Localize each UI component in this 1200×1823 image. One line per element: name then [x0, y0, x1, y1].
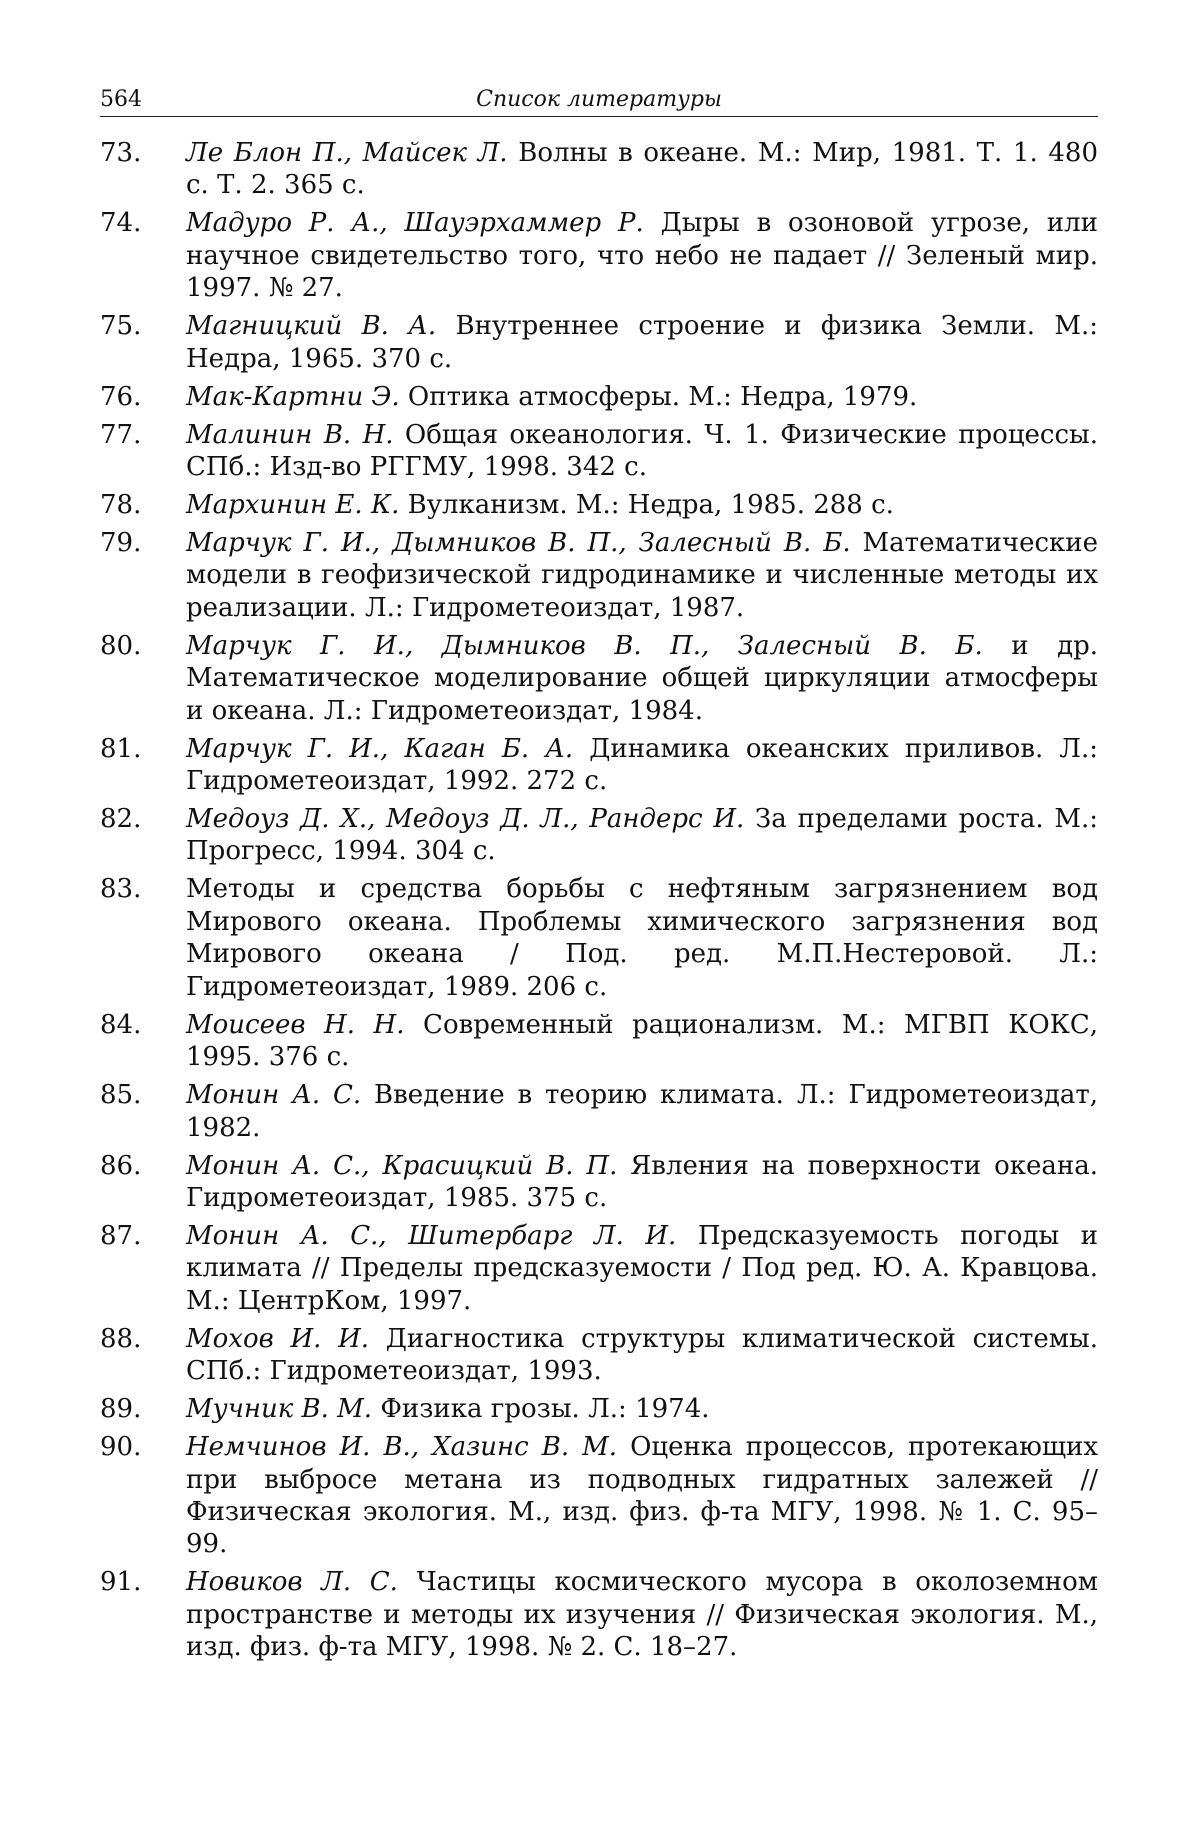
- reference-item: [100, 310, 1098, 375]
- reference-number: 90.: [100, 1432, 142, 1463]
- running-header: [100, 86, 1098, 117]
- reference-item: [100, 1220, 1098, 1317]
- reference-authors: Магницкий В. А.: [186, 311, 437, 342]
- reference-text: Явления на поверхности океана. Гидрометеоиздат, 1985. 375 с.: [186, 1150, 1098, 1213]
- reference-text: Волны в океане. М.: Мир, 1981. Т. 1. 480 с. Т. 2. 365 с.: [186, 138, 1098, 201]
- reference-text: Внутреннее строение и физика Земли. М.: Недра, 1965. 370 с.: [186, 311, 1098, 374]
- reference-number: 81.: [100, 733, 142, 764]
- reference-authors: Новиков Л. С.: [186, 1567, 398, 1598]
- reference-authors: Ле Блон П., Майсек Л.: [186, 138, 508, 168]
- reference-item: [100, 1323, 1098, 1388]
- reference-authors: Марчук Г. И., Каган Б. А.: [186, 733, 574, 764]
- reference-item: [100, 1393, 1098, 1425]
- reference-number: 87.: [100, 1220, 142, 1251]
- reference-text: Математические модели в геофизической гидродинамике и численные методы их реализации. Л.: Гидрометеоиздат, 1987.: [186, 528, 1098, 623]
- reference-text: Оптика атмосферы. М.: Недра, 1979.: [399, 381, 918, 412]
- reference-number: 77.: [100, 419, 142, 450]
- reference-text: и др. Математическое моделирование общей циркуляции атмосферы и океана. Л.: Гидрометеоиздат, 1984.: [186, 630, 1099, 726]
- reference-text: Предсказуемость погоды и климата // Пределы предсказуемости / Под ред. Ю. А. Кравцова. М.: ЦентрКом, 1997.: [186, 1220, 1098, 1316]
- reference-text: Введение в теорию климата. Л.: Гидрометеоиздат, 1982.: [186, 1080, 1098, 1143]
- reference-authors: Марчук Г. И., Дымников В. П., Залесный В. Б.: [186, 630, 983, 661]
- reference-authors: Монин А. С., Красицкий В. П.: [186, 1150, 618, 1181]
- reference-text: Дыры в озоновой угрозе, или научное свидетельство того, что небо не падает // Зеленый мир. 1997. № 27.: [186, 208, 1098, 304]
- reference-item: [100, 489, 1098, 521]
- reference-number: 88.: [100, 1323, 142, 1354]
- reference-number: 80.: [100, 630, 142, 661]
- reference-number: 83.: [100, 874, 142, 905]
- reference-item: [100, 527, 1098, 624]
- reference-item: [100, 1431, 1098, 1561]
- page-number: 564: [100, 87, 142, 112]
- reference-number: 79.: [100, 528, 142, 559]
- reference-text: Вулканизм. М.: Недра, 1985. 288 с.: [399, 490, 894, 521]
- reference-item: [100, 381, 1098, 413]
- reference-item: [100, 207, 1098, 304]
- reference-number: 73.: [100, 138, 142, 168]
- reference-authors: Немчинов И. В., Хазинс В. М.: [186, 1432, 618, 1463]
- reference-authors: Мархинин Е. К.: [186, 490, 400, 521]
- reference-number: 86.: [100, 1150, 142, 1181]
- reference-authors: Мак-Картни Э.: [186, 381, 400, 412]
- reference-number: 74.: [100, 208, 142, 239]
- reference-item: [100, 733, 1098, 798]
- reference-text: Методы и средства борьбы с нефтяным загрязнением вод Мирового океана. Проблемы химического загрязнения вод Мирового океана / Под. ред. М.П.Нестеровой. Л.: Гидрометеоиздат, 1989. 206 с.: [186, 874, 1098, 1002]
- reference-number: 75.: [100, 311, 142, 342]
- reference-text: Диагностика структуры климатической системы. СПб.: Гидрометеоиздат, 1993.: [186, 1323, 1098, 1387]
- reference-authors: Малинин В. Н.: [186, 419, 394, 450]
- reference-item: [100, 137, 1098, 202]
- reference-item: [100, 630, 1098, 727]
- reference-authors: Моисеев Н. Н.: [186, 1009, 405, 1040]
- reference-item: [100, 1150, 1098, 1215]
- reference-text: Современный рационализм. М.: МГВП КОКС, 1995. 376 с.: [186, 1009, 1098, 1073]
- reference-authors: Мучник В. М.: [186, 1394, 373, 1425]
- reference-text: Общая океанология. Ч. 1. Физические процессы. СПб.: Изд-во РГГМУ, 1998. 342 с.: [186, 419, 1099, 483]
- reference-text: Частицы космического мусора в околоземном пространстве и методы их изучения // Физическая экология. М., изд. физ. ф-та МГУ, 1998. № 2. С. 18–27.: [186, 1567, 1098, 1663]
- reference-authors: Мохов И. И.: [186, 1323, 370, 1354]
- reference-item: [100, 419, 1098, 484]
- reference-authors: Медоуз Д. Х., Медоуз Д. Л., Рандерс И.: [186, 804, 745, 835]
- reference-list: [100, 137, 1098, 1664]
- reference-authors: Мадуро Р. А., Шауэрхаммер Р.: [186, 208, 644, 239]
- reference-text: Оценка процессов, протекающих при выбросе метана из подводных гидратных залежей // Физическая экология. М., изд. физ. ф-та МГУ, 1998. № 1. С. 95–99.: [186, 1432, 1098, 1560]
- reference-item: [100, 1566, 1098, 1663]
- reference-item: [100, 873, 1098, 1003]
- reference-item: [100, 803, 1098, 868]
- reference-number: 85.: [100, 1080, 142, 1111]
- reference-number: 82.: [100, 804, 142, 835]
- reference-number: 84.: [100, 1009, 142, 1040]
- reference-item: [100, 1009, 1098, 1074]
- reference-text: Физика грозы. Л.: 1974.: [372, 1394, 710, 1425]
- reference-item: [100, 1079, 1098, 1144]
- reference-authors: Монин А. С., Шитербарг Л. И.: [186, 1220, 677, 1251]
- reference-text: За пределами роста. М.: Прогресс, 1994. 304 с.: [186, 804, 1098, 867]
- reference-number: 76.: [100, 381, 142, 412]
- reference-number: 89.: [100, 1394, 142, 1425]
- reference-text: Динамика океанских приливов. Л.: Гидрометеоиздат, 1992. 272 с.: [186, 733, 1098, 797]
- document-page: [100, 86, 1098, 1669]
- running-header-title: Список литературы: [476, 87, 722, 112]
- reference-authors: Монин А. С.: [186, 1080, 362, 1111]
- reference-number: 78.: [100, 490, 142, 521]
- reference-authors: Марчук Г. И., Дымников В. П., Залесный В. Б.: [186, 528, 851, 559]
- reference-number: 91.: [100, 1567, 142, 1598]
